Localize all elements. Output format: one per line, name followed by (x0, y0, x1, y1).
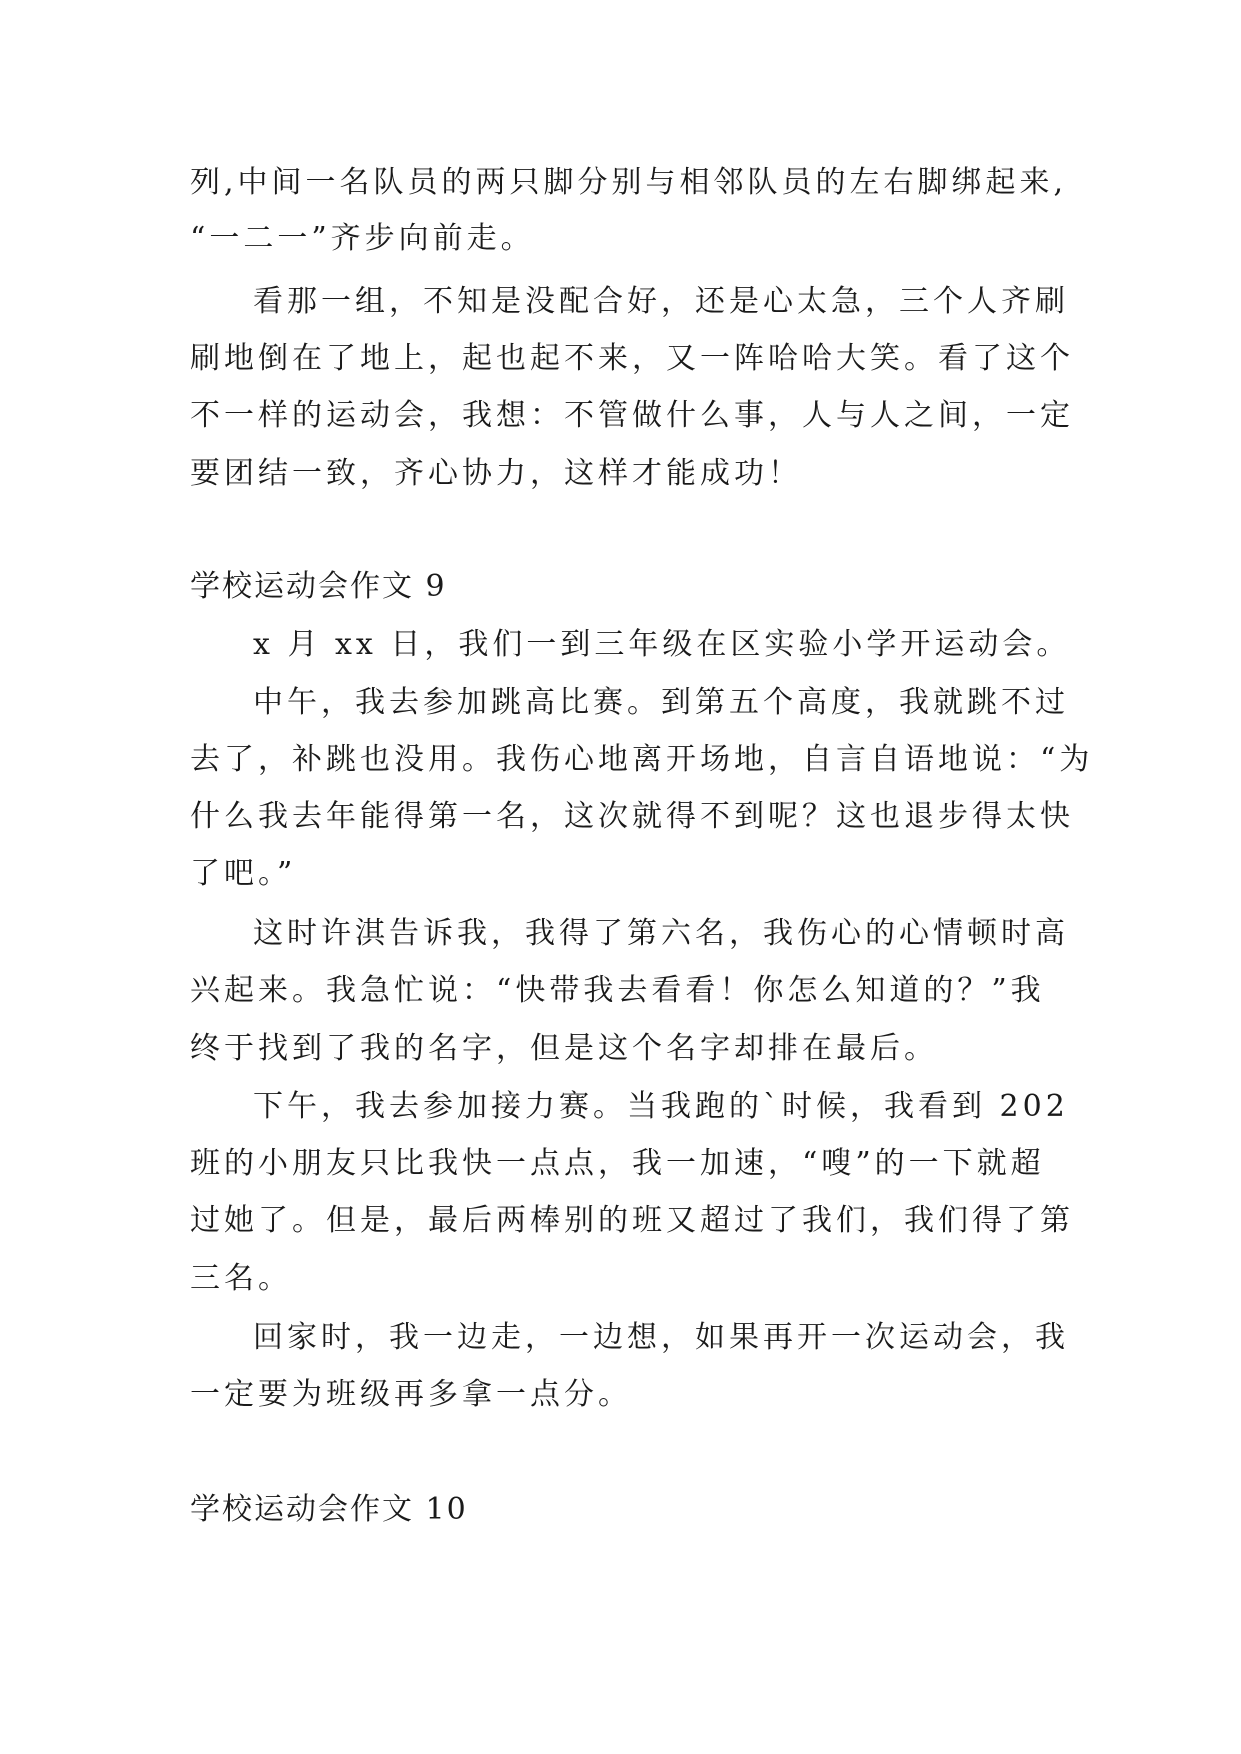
text-line: 去了，补跳也没用。我伤心地离开场地，自言自语地说：“为 (190, 742, 1094, 777)
text-line: 不一样的运动会，我想：不管做什么事，人与人之间，一定 (190, 398, 1074, 433)
text-line: 班的小朋友只比我快一点点，我一加速，“嗖”的一下就超 (190, 1146, 1045, 1181)
text-line: 一定要为班级再多拿一点分。 (190, 1377, 632, 1412)
text-line: 下午，我去参加接力赛。当我跑的`时候，我看到 202 (253, 1089, 1069, 1124)
section-heading: 学校运动会作文 10 (190, 1492, 468, 1527)
text-line: x 月 xx 日，我们一到三年级在区实验小学开运动会。 (253, 627, 1071, 662)
text-line: 过她了。但是，最后两棒别的班又超过了我们，我们得了第 (190, 1203, 1074, 1238)
text-line: 三名。 (190, 1261, 292, 1296)
text-line: 中午，我去参加跳高比赛。到第五个高度，我就跳不过 (253, 685, 1069, 720)
text-line: 要团结一致，齐心协力，这样才能成功！ (190, 456, 802, 491)
text-line: 什么我去年能得第一名，这次就得不到呢？这也退步得太快 (190, 799, 1074, 834)
text-line: 看那一组，不知是没配合好，还是心太急，三个人齐刷 (253, 284, 1069, 319)
text-line: 回家时，我一边走，一边想，如果再开一次运动会，我 (253, 1320, 1069, 1355)
text-line: 列,中间一名队员的两只脚分别与相邻队员的左右脚绑起来, (190, 165, 1068, 200)
text-line: 这时许淇告诉我，我得了第六名，我伤心的心情顿时高 (253, 916, 1069, 951)
text-line: 终于找到了我的名字，但是这个名字却排在最后。 (190, 1031, 938, 1066)
text-line: 刷地倒在了地上，起也起不来，又一阵哈哈大笑。看了这个 (190, 341, 1074, 376)
text-line: 兴起来。我急忙说：“快带我去看看！你怎么知道的？”我 (190, 973, 1045, 1008)
text-line: 了吧。” (190, 856, 297, 891)
text-line: “一二一”齐步向前走。 (190, 221, 535, 256)
section-heading: 学校运动会作文 9 (190, 569, 447, 604)
